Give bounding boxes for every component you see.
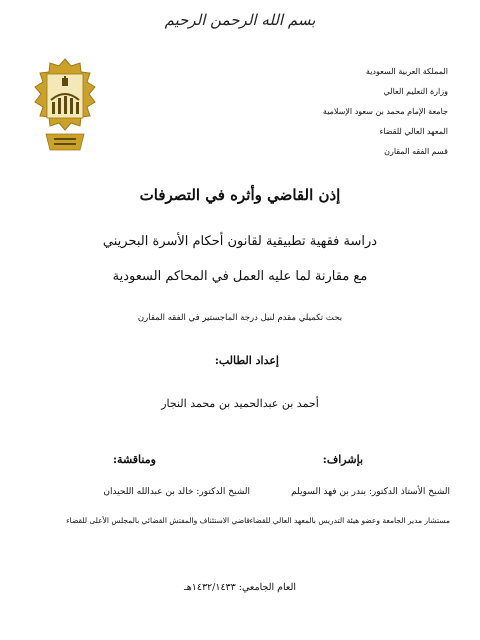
student-name: أحمد بن عبدالحميد بن محمد النجار xyxy=(161,397,319,410)
thesis-subtitle-2: مع مقارنة لما عليه العمل في المحاكم السعودية xyxy=(112,269,368,284)
research-note: بحث تكميلي مقدم لنيل درجة الماجستير في الفقه المقارن xyxy=(137,313,343,323)
country-line: المملكة العربية السعودية xyxy=(365,67,448,76)
supervisor-name: الشيخ الأستاذ الدكتور: بندر بن فهد السويلم xyxy=(291,487,450,497)
institute-line: المعهد العالي للقضاء xyxy=(379,127,448,136)
thesis-title: إذن القاضي وأثره في التصرفات xyxy=(139,186,341,204)
ministry-line: وزارة التعليم العالي xyxy=(383,87,448,96)
university-logo-icon xyxy=(34,58,96,154)
examiner-name: الشيخ الدكتور: خالد بن عبدالله اللحيدان xyxy=(103,487,250,497)
discussion-label: ومناقشة: xyxy=(113,453,156,466)
academic-year: العام الجامعي: ١٤٣٢/١٤٣٣هـ xyxy=(183,582,297,593)
basmala-text: بسم الله الرحمن الرحيم xyxy=(164,11,316,29)
supervision-label: بإشراف: xyxy=(322,453,363,466)
supervisor-role: مستشار مدير الجامعة وعضو هيئة التدريس بالمعهد العالي للقضاء xyxy=(249,516,450,525)
department-line: قسم الفقه المقارن xyxy=(384,147,448,156)
university-line: جامعة الإمام محمد بن سعود الإسلامية xyxy=(322,107,448,116)
thesis-subtitle-1: دراسة فقهية تطبيقية لقانون أحكام الأسرة البحريني xyxy=(102,234,378,249)
institution-block xyxy=(248,62,448,162)
prepared-by-label: إعداد الطالب: xyxy=(214,354,279,367)
basmala-calligraphy xyxy=(150,6,330,34)
examiner-role: قاضي الاستئناف والمفتش القضائي بالمجلس الأعلى للقضاء xyxy=(66,516,250,525)
university-logo xyxy=(34,58,96,154)
